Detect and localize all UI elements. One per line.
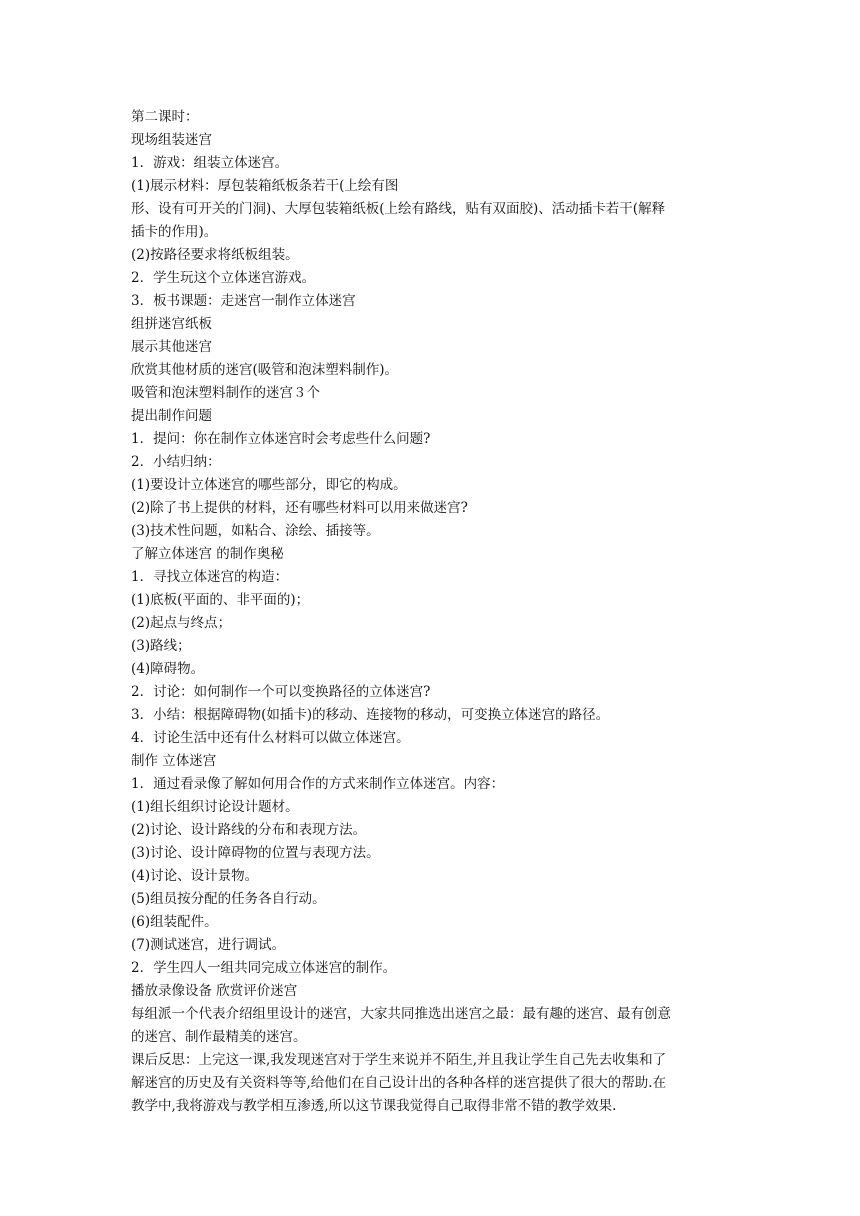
section-heading: 现场组装迷宫 <box>131 132 212 148</box>
text-line: 插卡的作用)。 <box>131 224 218 240</box>
section-heading: 播放录像设备 欣赏评价迷宫 <box>131 983 298 999</box>
reflection-line: 课后反思：上完这一课,我发现迷宫对于学生来说并不陌生,并且我让学生自己先去收集和了 <box>131 1052 667 1068</box>
text-line: 2．学生玩这个立体迷宫游戏。 <box>131 270 316 286</box>
text-line: 2．小结归纳： <box>131 454 221 470</box>
reflection-line: 解迷宫的历史及有关资料等等,给他们在自己设计出的各种各样的迷宫提供了很大的帮助.在 <box>131 1075 667 1091</box>
text-line: (2)按路径要求将纸板组装。 <box>131 247 299 263</box>
text-line: 每组派一个代表介绍组里设计的迷宫，大家共同推选出迷宫之最：最有趣的迷宫、最有创意 <box>131 1006 671 1022</box>
lesson-heading: 第二课时： <box>131 109 199 125</box>
text-line: 4．讨论生活中还有什么材料可以做立体迷宫。 <box>131 730 410 746</box>
text-line: 欣赏其他材质的迷宫(吸管和泡沫塑料制作)。 <box>131 362 399 378</box>
text-line: (2)起点与终点； <box>131 615 232 631</box>
text-line: 1．提问：你在制作立体迷宫时会考虑些什么问题? <box>131 431 431 447</box>
text-line: 2．学生四人一组共同完成立体迷宫的制作。 <box>131 960 397 976</box>
text-line: 吸管和泡沫塑料制作的迷宫３个 <box>131 385 320 401</box>
section-heading: 制作 立体迷宫 <box>131 753 217 769</box>
text-line: (1)要设计立体迷宫的哪些部分，即它的构成。 <box>131 477 407 493</box>
document-body <box>131 106 731 1118</box>
section-heading: 了解立体迷宫 的制作奥秘 <box>131 546 284 562</box>
text-line: 2．讨论：如何制作一个可以变换路径的立体迷宫? <box>131 684 431 700</box>
text-line: (7)测试迷宫，进行调试。 <box>131 937 286 953</box>
text-line: 形、设有可开关的门洞)、大厚包装箱纸板(上绘有路线，贴有双面胶)、活动插卡若干(解释 <box>131 201 666 217</box>
text-line: (1)展示材料：厚包装箱纸板条若干(上绘有图 <box>131 178 399 194</box>
text-line: (2)讨论、设计路线的分布和表现方法。 <box>131 822 367 838</box>
text-line: (3)路线； <box>131 638 191 654</box>
text-line: 3．板书课题：走迷宫一制作立体迷宫 <box>131 293 356 309</box>
section-heading: 展示其他迷宫 <box>131 339 212 355</box>
section-heading: 组拼迷宫纸板 <box>131 316 212 332</box>
text-line: (5)组员按分配的任务各自行动。 <box>131 891 326 907</box>
text-line: 1．通过看录像了解如何用合作的方式来制作立体迷宫。内容： <box>131 776 505 792</box>
text-line: (6)组装配件。 <box>131 914 218 930</box>
text-line: 1．寻找立体迷宫的构造： <box>131 569 289 585</box>
section-heading: 提出制作问题 <box>131 408 212 424</box>
text-line: (3)技术性问题，如粘合、涂绘、插接等。 <box>131 523 380 539</box>
text-line: (1)组长组织讨论设计题材。 <box>131 799 299 815</box>
text-line: (1)底板(平面的、非平面的)； <box>131 592 310 608</box>
text-line: (4)障碍物。 <box>131 661 205 677</box>
reflection-line: 教学中,我将游戏与教学相互渗透,所以这节课我觉得自己取得非常不错的教学效果. <box>131 1098 617 1114</box>
text-line: (4)讨论、设计景物。 <box>131 868 259 884</box>
text-line: (3)讨论、设计障碍物的位置与表现方法。 <box>131 845 380 861</box>
text-line: 3．小结：根据障碍物(如插卡)的移动、连接物的移动，可变换立体迷宫的路径。 <box>131 707 610 723</box>
text-line: 的迷宫、制作最精美的迷宫。 <box>131 1029 307 1045</box>
text-line: (2)除了书上提供的材料，还有哪些材料可以用来做迷宫? <box>131 500 468 516</box>
text-line: 1．游戏：组装立体迷宫。 <box>131 155 289 171</box>
